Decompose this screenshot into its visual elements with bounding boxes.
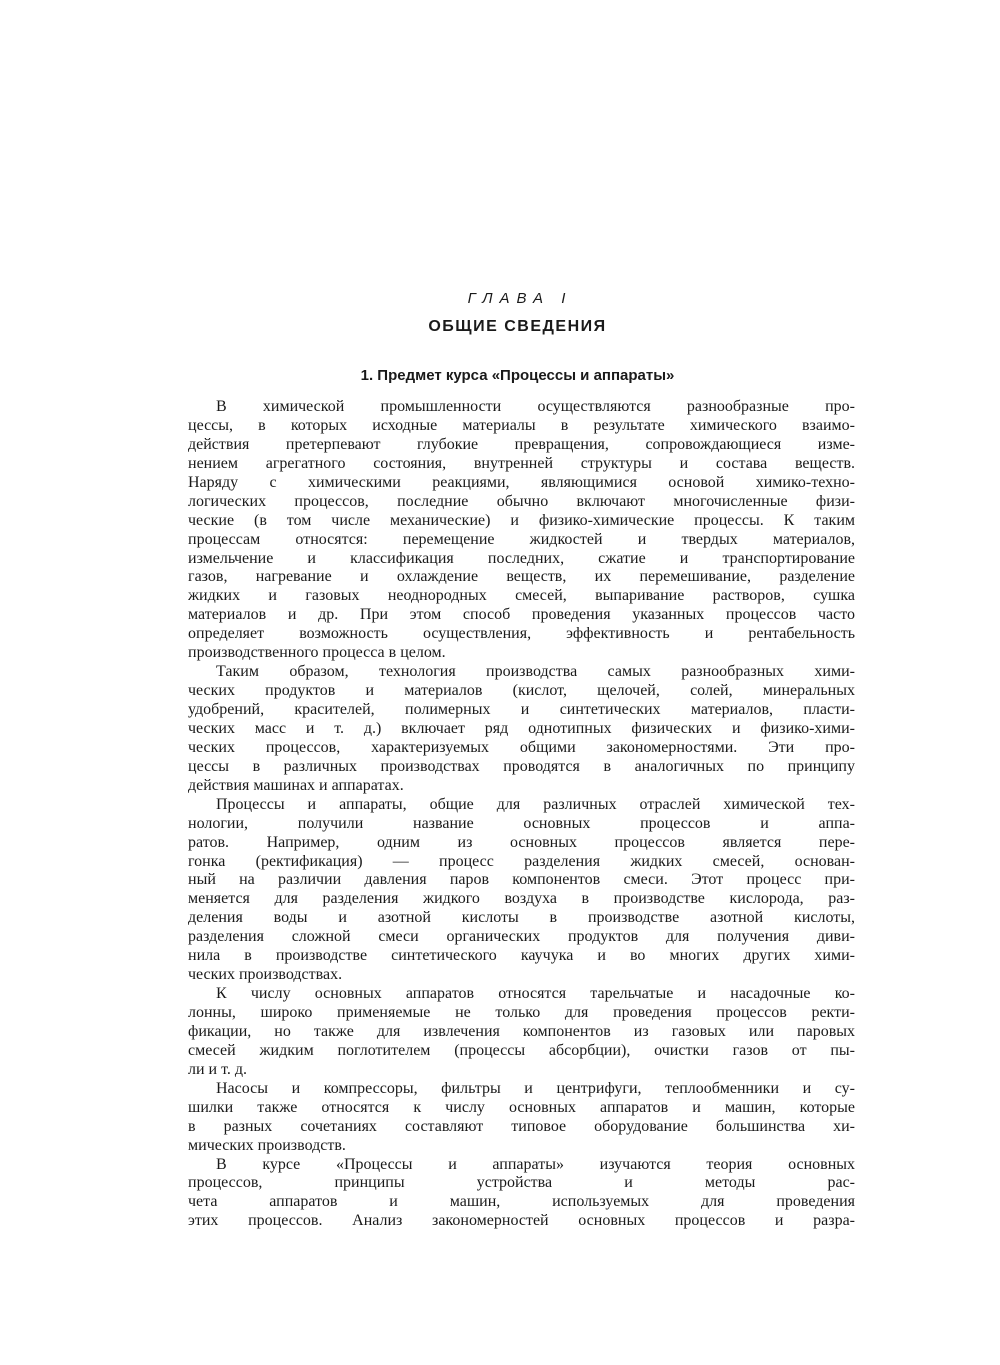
- text-line: удобрений, красителей, полимерных и синтетических материалов, пласти-: [188, 701, 855, 718]
- text-line: определяет возможность осуществления, эффективность и рентабельность: [188, 625, 855, 643]
- text-line: разделения сложной смеси органических продуктов для получения диви-: [188, 928, 855, 946]
- text-line: действия претерпевают глубокие превращения, сопровождающиеся изме-: [188, 435, 855, 453]
- text-line: материалов и др. При этом способ проведения указанных процессов часто: [188, 606, 855, 624]
- text-line: В химической промышленности осуществляются разнообразные про-: [216, 398, 855, 415]
- text-line: ческих масс и т. д.) включает ряд однотипных физических и физико-хими-: [188, 719, 855, 737]
- text-line: Процессы и аппараты, общие для различных отраслей химической тех-: [216, 795, 855, 813]
- text-line: логических процессов, последние обычно включают многочисленные физи-: [188, 492, 855, 510]
- text-line: мических производств.: [188, 1136, 346, 1154]
- text-line: ческих продуктов и материалов (кислот, щелочей, солей, минеральных: [188, 682, 855, 700]
- text-line: К числу основных аппаратов относятся тарельчатые и насадочные ко-: [216, 985, 855, 1003]
- paragraph: [188, 1156, 855, 1232]
- section-heading: 1. Предмет курса «Процессы и аппараты»: [360, 367, 675, 384]
- text-line: В курсе «Процессы и аппараты» изучаются теория основных: [216, 1155, 855, 1173]
- text-line: цессы в различных производствах проводятся в аналогичных по принципу: [188, 757, 855, 775]
- text-line: шилки также относятся к числу основных аппаратов и машин, которые: [188, 1098, 855, 1116]
- text-line: производственного процесса в целом.: [188, 644, 446, 662]
- text-line: нила в производстве синтетического каучука и во многих других хими-: [188, 947, 855, 965]
- paragraph: [188, 663, 855, 796]
- text-line: ческих процессов, характеризуемых общими закономерностями. Эти про-: [188, 738, 855, 756]
- text-line: в разных сочетаниях составляют типовое оборудование большинства хи-: [188, 1117, 855, 1135]
- text-line: деления воды и азотной кислоты в производстве азотной кислоты,: [188, 909, 855, 927]
- chapter-title: ОБЩИЕ СВЕДЕНИЯ: [428, 318, 607, 335]
- text-line: смесей жидким поглотителем (процессы абсорбции), очистки газов от пы-: [188, 1041, 855, 1059]
- text-line: измельчение и классификация последних, сжатие и транспортирование: [188, 549, 855, 567]
- text-line: процессам относятся: перемещение жидкостей и твердых материалов,: [188, 530, 855, 548]
- text-line: чета аппаратов и машин, используемых для проведения: [188, 1193, 855, 1211]
- text-line: ный на различии давления паров компонентов смеси. Этот процесс при-: [188, 871, 855, 889]
- text-line: Насосы и компрессоры, фильтры и центрифуги, теплообменники и су-: [216, 1079, 855, 1097]
- text-line: Таким образом, технология производства самых разнообразных хими-: [216, 663, 855, 681]
- text-line: действия машинах и аппаратах.: [188, 776, 404, 794]
- text-line: ли и т. д.: [188, 1060, 248, 1078]
- text-line: нением агрегатного состояния, внутренней структуры и состава веществ.: [188, 454, 855, 472]
- chapter-label: ГЛАВА I: [467, 290, 573, 307]
- paragraph: [188, 1080, 855, 1156]
- text-line: Наряду с химическими реакциями, являющимися основой химико-техно-: [188, 473, 855, 491]
- text-line: ческие (в том числе механические) и физико-химические процессы. К таким: [188, 511, 855, 529]
- text-line: газов, нагревание и охлаждение веществ, их перемешивание, разделение: [188, 568, 855, 586]
- paragraph: [188, 398, 855, 663]
- text-line: процессов, принципы устройства и методы рас-: [188, 1174, 855, 1192]
- text-line: этих процессов. Анализ закономерностей основных процессов и разра-: [188, 1212, 855, 1230]
- text-line: нологии, получили название основных процессов и аппа-: [188, 814, 855, 832]
- paragraph: [188, 985, 855, 1080]
- paragraph: [188, 796, 855, 985]
- body-text: [188, 398, 855, 1231]
- text-line: гонка (ректификация) — процесс разделения жидких смесей, основан-: [188, 852, 855, 870]
- text-line: цессы, в которых исходные материалы в результате химического взаимо-: [188, 416, 855, 434]
- text-line: жидких и газовых неоднородных смесей, выпаривание растворов, сушка: [188, 587, 855, 605]
- text-line: лонны, широко применяемые не только для проведения процессов ректи-: [188, 1004, 855, 1021]
- text-line: ратов. Например, одним из основных процессов является пере-: [188, 833, 855, 851]
- text-line: меняется для разделения жидкого воздуха в производстве кислорода, раз-: [188, 890, 855, 908]
- text-line: ческих производствах.: [188, 966, 343, 984]
- text-line: фикации, но также для извлечения компонентов из газовых или паровых: [188, 1022, 855, 1040]
